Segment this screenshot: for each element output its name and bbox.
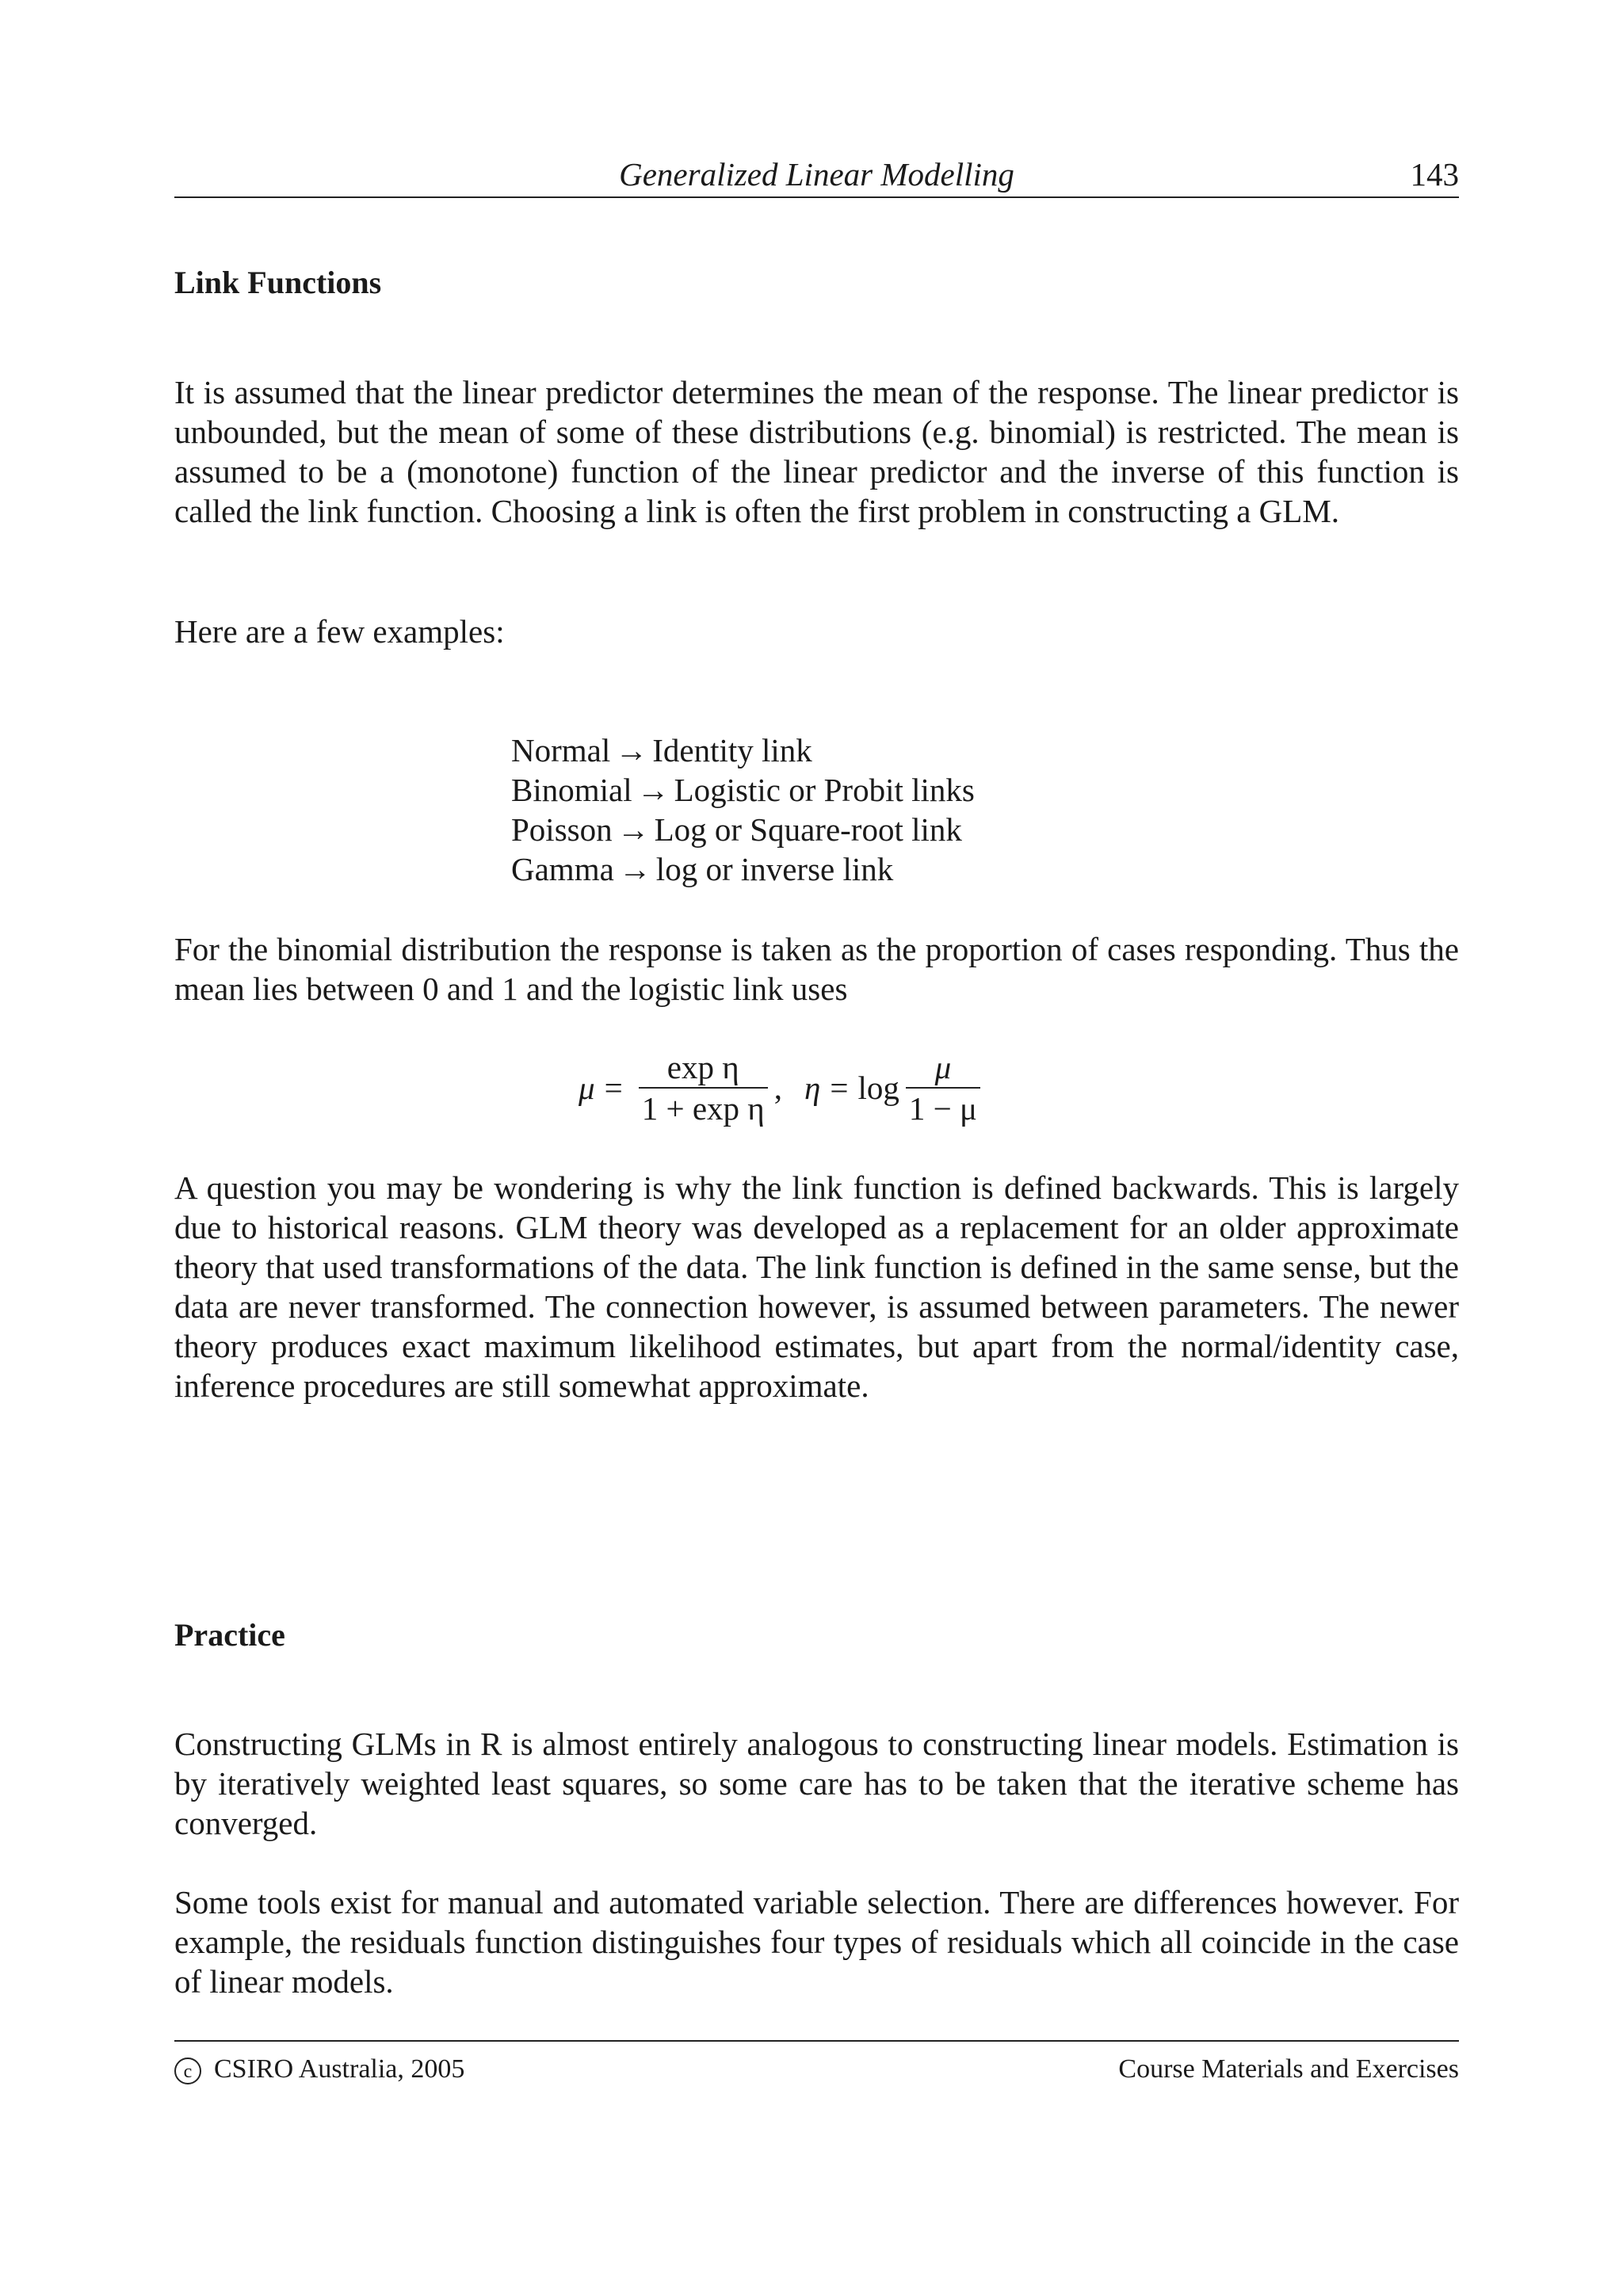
example-gamma xyxy=(511,849,975,889)
example-family: Gamma xyxy=(511,851,614,887)
example-link: Logistic or Probit links xyxy=(674,772,975,808)
eq-frac1-numerator: exp η xyxy=(666,1049,739,1085)
eq-comma: , xyxy=(773,1070,782,1106)
eq-frac2-denominator: 1 − μ xyxy=(906,1087,980,1127)
header-title: Generalized Linear Modelling xyxy=(619,156,1014,193)
example-link: log or inverse link xyxy=(655,851,894,887)
eq-mu: μ xyxy=(579,1070,595,1106)
example-normal xyxy=(511,730,975,770)
example-family: Binomial xyxy=(511,772,632,808)
page-number: 143 xyxy=(1410,156,1459,193)
example-poisson xyxy=(511,810,975,849)
running-header xyxy=(174,155,1459,198)
footer-copyright xyxy=(174,2054,464,2084)
example-link: Log or Square-root link xyxy=(654,811,962,848)
paragraph-backwards-link: A question you may be wondering is why the link function is defined backwards. This is largely due to historical reasons. GLM theory was developed as a replacement for an older approximate theory that used transformations of the data. The link function is defined in the same sense, but the data are never transformed. The connection however, is assumed between parameters. The newer theory produces exact maximum likelihood estimates, but apart from the normal/identity case, inference procedures are still somewhat approximate. xyxy=(174,1169,1459,1404)
copyright-icon: c xyxy=(174,2058,201,2084)
example-family: Poisson xyxy=(511,811,613,848)
eq-equals: = xyxy=(830,1070,849,1106)
eq-frac2-numerator: μ xyxy=(934,1049,952,1085)
example-family: Normal xyxy=(511,732,611,769)
logistic-link-equation xyxy=(174,1044,1459,1131)
example-link: Identity link xyxy=(652,732,812,769)
arrow-icon: → xyxy=(636,772,670,808)
arrow-icon: → xyxy=(615,732,648,769)
paragraph-constructing-glms: Constructing GLMs in R is almost entirely analogous to constructing linear models. Estimation is by iteratively weighted least squares, so some care has to be taken that the iterative scheme has converged. xyxy=(174,1726,1459,1841)
eq-equals: = xyxy=(604,1070,623,1106)
document-page xyxy=(174,0,1459,2296)
arrow-icon: → xyxy=(618,851,651,887)
eq-fraction-mean xyxy=(639,1049,768,1127)
arrow-icon: → xyxy=(617,811,650,848)
example-binomial xyxy=(511,770,975,810)
eq-fraction-logit xyxy=(906,1049,980,1127)
section-heading-practice: Practice xyxy=(174,1617,285,1653)
eq-frac1-denominator: 1 + exp η xyxy=(639,1087,768,1127)
footer-divider xyxy=(174,2040,1459,2042)
eq-log: log xyxy=(857,1070,899,1106)
link-examples-list xyxy=(511,730,975,889)
paragraph-examples-intro: Here are a few examples: xyxy=(174,613,505,650)
paragraph-variable-selection: Some tools exist for manual and automated variable selection. There are differences however. For example, the residuals function distinguishes four types of residuals which all coincide in the case of linear models. xyxy=(174,1884,1459,2000)
footer-left-text: CSIRO Australia, 2005 xyxy=(214,2054,465,2084)
section-heading-link-functions: Link Functions xyxy=(174,265,382,300)
eq-eta: η xyxy=(804,1070,821,1106)
paragraph-binomial: For the binomial distribution the response is taken as the proportion of cases responding. Thus the mean lies between 0 and 1 and the logistic link uses xyxy=(174,931,1459,1007)
footer-right-text: Course Materials and Exercises xyxy=(1118,2054,1459,2084)
paragraph-link-intro: It is assumed that the linear predictor determines the mean of the response. The linear predictor is unbounded, but the mean of some of these distributions (e.g. binomial) is restricted. The mean is assumed to be a (monotone) function of the linear predictor and the inverse of this function is called the link function. Choosing a link is often the first problem in constructing a GLM. xyxy=(174,374,1459,529)
